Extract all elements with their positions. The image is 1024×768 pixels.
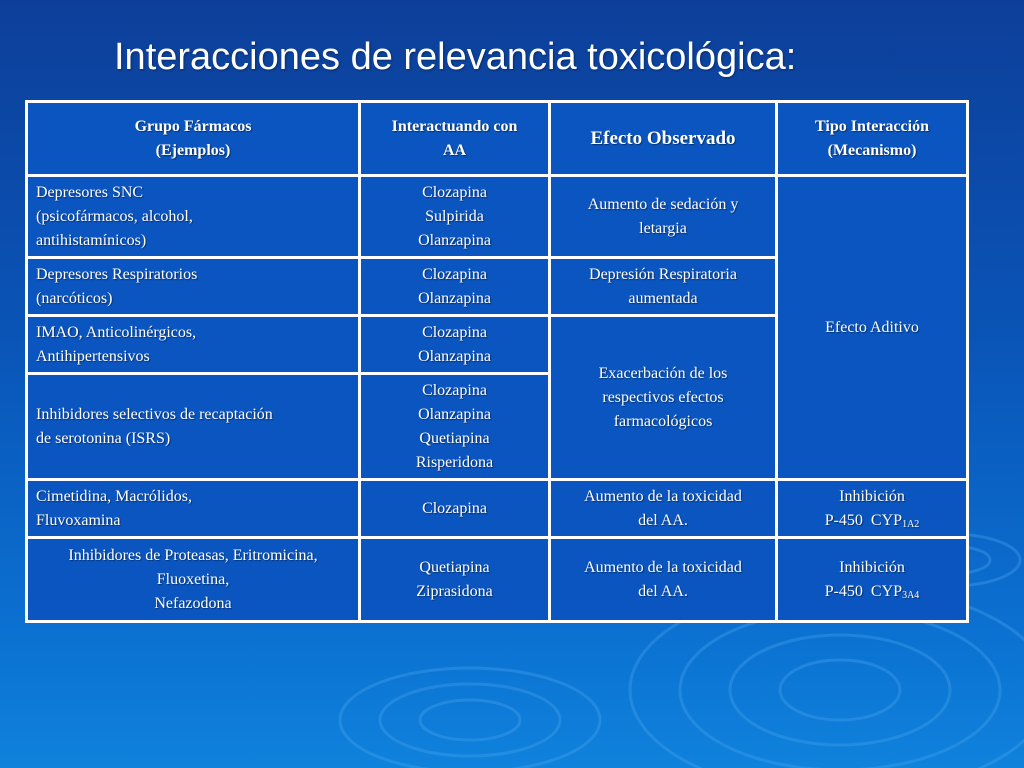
cell-grupo: IMAO, Anticolinérgicos, Antihipertensivos xyxy=(27,316,360,374)
cell-interactuando: Clozapina Olanzapina xyxy=(360,316,550,374)
cell-tipo: Inhibición P-450 $CYP_{1A2}$ xyxy=(777,480,968,538)
cell-interactuando: Clozapina xyxy=(360,480,550,538)
cell-tipo: Inhibición P-450 $CYP_{3A4}$ xyxy=(777,538,968,622)
cell-interactuando: Clozapina Sulpirida Olanzapina xyxy=(360,176,550,258)
cell-grupo: Cimetidina, Macrólidos, Fluvoxamina xyxy=(27,480,360,538)
header-efecto: Efecto Observado xyxy=(550,102,777,176)
cell-grupo: Inhibidores de Proteasas, Eritromicina, Fluoxetina, Nefazodona xyxy=(27,538,360,622)
header-grupo: Grupo Fármacos (Ejemplos) xyxy=(27,102,360,176)
cell-efecto-merged: Exacerbación de los respectivos efectos farmacológicos xyxy=(550,316,777,480)
slide-title: Interacciones de relevancia toxicológica: xyxy=(114,36,797,78)
cyp-label: P-450 $CYP_{3A4}$ xyxy=(824,582,920,601)
table-row xyxy=(27,538,968,622)
header-interactuando: Interactuando con AA xyxy=(360,102,550,176)
cell-interactuando: Quetiapina Ziprasidona xyxy=(360,538,550,622)
table-row xyxy=(27,176,968,258)
cell-efecto: Depresión Respiratoria aumentada xyxy=(550,258,777,316)
cell-grupo: Depresores Respiratorios (narcóticos) xyxy=(27,258,360,316)
cell-efecto: Aumento de sedación y letargia xyxy=(550,176,777,258)
cell-interactuando: Clozapina Olanzapina xyxy=(360,258,550,316)
interactions-table xyxy=(25,100,969,623)
cell-efecto: Aumento de la toxicidad del AA. xyxy=(550,480,777,538)
table-row xyxy=(27,480,968,538)
header-row xyxy=(27,102,968,176)
cell-grupo: Depresores SNC (psicofármacos, alcohol, antihistamínicos) xyxy=(27,176,360,258)
cell-efecto: Aumento de la toxicidad del AA. xyxy=(550,538,777,622)
cell-tipo-merged: Efecto Aditivo xyxy=(777,176,968,480)
cyp-label: P-450 $CYP_{1A2}$ xyxy=(824,511,920,530)
cell-grupo: Inhibidores selectivos de recaptación de serotonina (ISRS) xyxy=(27,374,360,480)
cell-interactuando: Clozapina Olanzapina Quetiapina Risperidona xyxy=(360,374,550,480)
header-tipo: Tipo Interacción (Mecanismo) xyxy=(777,102,968,176)
